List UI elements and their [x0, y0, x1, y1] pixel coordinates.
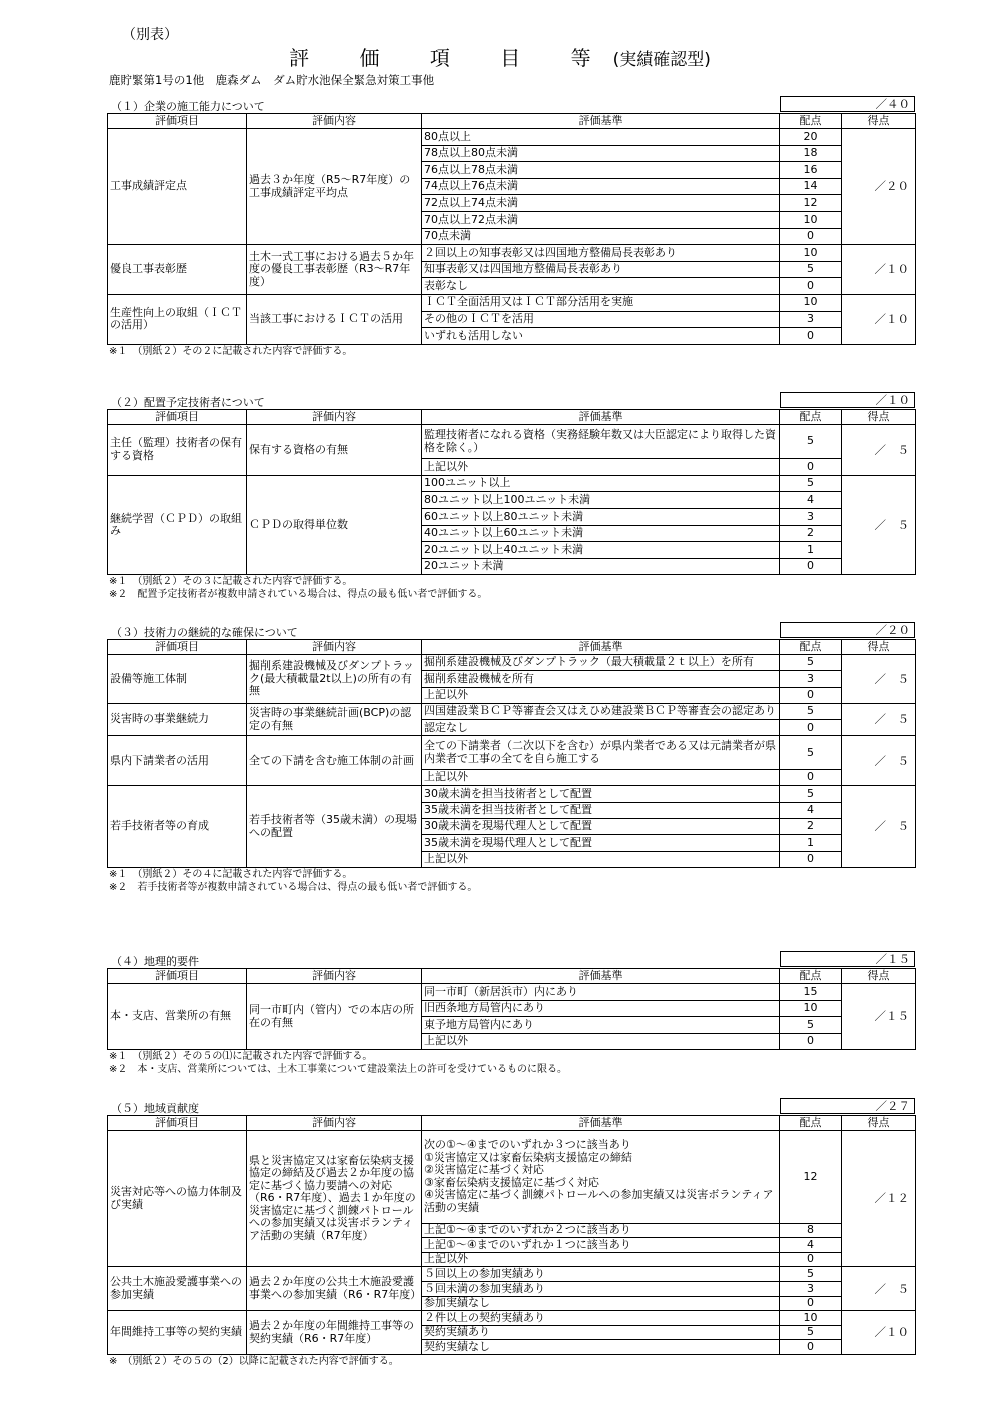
score-cell: ／２０ — [842, 129, 916, 245]
criterion: 70点以上72点未満 — [422, 211, 780, 228]
criterion: 東予地方局管内にあり — [422, 1017, 780, 1034]
project-name: 鹿貯緊第1号の1他 鹿森ダム ダム貯水池保全緊急対策工事他 — [109, 73, 435, 87]
evaluation-table — [107, 1115, 916, 1355]
table-row — [108, 129, 916, 146]
points-value: 4 — [780, 492, 842, 509]
evaluation-table — [107, 968, 916, 1050]
criterion: 76点以上78点未満 — [422, 162, 780, 179]
points-value: 3 — [780, 311, 842, 328]
points-value: 1 — [780, 542, 842, 559]
score-cell: ／１２ — [842, 1131, 916, 1267]
points-value: 5 — [780, 475, 842, 492]
points-value: 5 — [780, 1267, 842, 1282]
criterion: 35歳未満を担当技術者として配置 — [422, 802, 780, 818]
table-row — [108, 984, 916, 1001]
criterion: 74点以上76点未満 — [422, 178, 780, 195]
points-value: 3 — [780, 671, 842, 687]
criterion: 認定なし — [422, 720, 780, 736]
evaluation-table — [107, 113, 916, 345]
score-cell: ／１５ — [842, 984, 916, 1050]
evaluation-content: 過去２か年度の公共土木施設愛護事業への参加実績（R6・R7年度） — [247, 1267, 422, 1311]
col-header-content: 評価内容 — [247, 969, 422, 984]
table-row — [108, 425, 916, 459]
points-value: 3 — [780, 1281, 842, 1296]
criterion: 上記①～④までのいずれか２つに該当あり — [422, 1223, 780, 1238]
points-value: 20 — [780, 129, 842, 146]
col-header-item: 評価項目 — [108, 969, 247, 984]
score-cell: ／ ５ — [842, 703, 916, 736]
points-value: 0 — [780, 720, 842, 736]
footnote: ※２ 本・支店、営業所については、土木工事業について建設業法上の許可を受けているものに限る。 — [109, 1064, 567, 1075]
section-total: ／２０ — [780, 622, 915, 638]
col-header-content: 評価内容 — [247, 410, 422, 425]
table-row — [108, 1131, 916, 1224]
points-value: 5 — [780, 1325, 842, 1340]
criterion: 30歳未満を現場代理人として配置 — [422, 818, 780, 834]
col-header-item: 評価項目 — [108, 1116, 247, 1131]
score-cell: ／ ５ — [842, 786, 916, 867]
col-header-content: 評価内容 — [247, 114, 422, 129]
section-title: （１）企業の施工能力について — [111, 100, 265, 113]
criterion: 上記以外 — [422, 1033, 780, 1050]
section-total: ／１５ — [780, 951, 915, 967]
points-value: 14 — [780, 178, 842, 195]
points-value: 2 — [780, 525, 842, 542]
section-title: （３）技術力の継続的な確保について — [111, 626, 298, 639]
section-header — [107, 622, 915, 639]
points-value: 0 — [780, 1296, 842, 1311]
col-header-score: 得点 — [842, 410, 916, 425]
section-5 — [107, 1098, 915, 1368]
points-value: 0 — [780, 459, 842, 476]
section-title: （２）配置予定技術者について — [111, 396, 265, 409]
score-cell: ／１０ — [842, 245, 916, 295]
points-value: 8 — [780, 1223, 842, 1238]
points-value: 5 — [780, 655, 842, 671]
points-value: 4 — [780, 1238, 842, 1253]
criterion: 次の①～④までのいずれか３つに該当あり ①災害協定又は家畜伝染病支援協定の締結 ②災害協定に基づく対応 ③家畜伝染病支援協定に基づく対応 ④災害協定に基づく訓練パトロールへの参加実績又は災害ボランティア活動の実績 — [422, 1131, 780, 1224]
section-4 — [107, 951, 915, 1076]
score-cell: ／１０ — [842, 1311, 916, 1355]
score-cell: ／ ５ — [842, 655, 916, 704]
criterion: 30歳未満を担当技術者として配置 — [422, 786, 780, 802]
col-header-criteria: 評価基準 — [422, 114, 780, 129]
points-value: 10 — [780, 245, 842, 262]
points-value: 5 — [780, 1017, 842, 1034]
criterion: ５回未満の参加実績あり — [422, 1281, 780, 1296]
points-value: 0 — [780, 851, 842, 867]
criterion: 40ユニット以上60ユニット未満 — [422, 525, 780, 542]
points-value: 12 — [780, 195, 842, 212]
points-value: 0 — [780, 228, 842, 245]
col-header-criteria: 評価基準 — [422, 969, 780, 984]
evaluation-item: 本・支店、営業所の有無 — [108, 984, 247, 1050]
criterion: 上記以外 — [422, 851, 780, 867]
evaluation-item: 若手技術者等の育成 — [108, 786, 247, 867]
evaluation-item: 公共土木施設愛護事業への参加実績 — [108, 1267, 247, 1311]
criterion: ５回以上の参加実績あり — [422, 1267, 780, 1282]
criterion: 20ユニット未満 — [422, 558, 780, 575]
points-value: 5 — [780, 736, 842, 770]
points-value: 15 — [780, 984, 842, 1001]
criterion: 同一市町（新居浜市）内にあり — [422, 984, 780, 1001]
section-title: （４）地理的要件 — [111, 955, 199, 968]
criterion: 上記①～④までのいずれか１つに該当あり — [422, 1238, 780, 1253]
title-main: 評 価 項 目 等 — [289, 46, 613, 70]
criterion: 掘削系建設機械及びダンプトラック（最大積載量２ｔ以上）を所有 — [422, 655, 780, 671]
col-header-item: 評価項目 — [108, 640, 247, 655]
col-header-points: 配点 — [780, 1116, 842, 1131]
evaluation-content: 全ての下請を含む施工体制の計画 — [247, 736, 422, 786]
col-header-criteria: 評価基準 — [422, 410, 780, 425]
criterion: ２回以上の知事表彰又は四国地方整備局長表彰あり — [422, 245, 780, 262]
footnote: ※２ 配置予定技術者が複数申請されている場合は、得点の最も低い者で評価する。 — [109, 589, 488, 601]
criterion: 契約実績なし — [422, 1340, 780, 1355]
criterion: ２件以上の契約実績あり — [422, 1311, 780, 1326]
points-value: 5 — [780, 425, 842, 459]
criterion: 参加実績なし — [422, 1296, 780, 1311]
criterion: 表彰なし — [422, 278, 780, 295]
points-value: 12 — [780, 1131, 842, 1224]
evaluation-item: 工事成績評定点 — [108, 129, 247, 245]
criterion: 72点以上74点未満 — [422, 195, 780, 212]
points-value: 18 — [780, 145, 842, 162]
col-header-points: 配点 — [780, 969, 842, 984]
evaluation-item: 設備等施工体制 — [108, 655, 247, 704]
col-header-content: 評価内容 — [247, 640, 422, 655]
evaluation-item: 県内下請業者の活用 — [108, 736, 247, 786]
score-cell: ／ ５ — [842, 736, 916, 786]
header-row — [108, 410, 916, 425]
evaluation-content: 災害時の事業継続計画(BCP)の認定の有無 — [247, 703, 422, 736]
criterion: 78点以上80点未満 — [422, 145, 780, 162]
header-row — [108, 640, 916, 655]
footnote: ※２ 若手技術者等が複数申請されている場合は、得点の最も低い者で評価する。 — [109, 881, 478, 893]
section-header — [107, 392, 915, 409]
col-header-criteria: 評価基準 — [422, 1116, 780, 1131]
evaluation-content: 当該工事におけるＩＣＴの活用 — [247, 294, 422, 344]
evaluation-item: 生産性向上の取組（ＩＣＴの活用） — [108, 294, 247, 344]
criterion: 60ユニット以上80ユニット未満 — [422, 508, 780, 525]
criterion: 四国建設業ＢＣＰ等審査会又はえひめ建設業ＢＣＰ等審査会の認定あり — [422, 703, 780, 719]
page-title — [0, 42, 1000, 71]
table-row — [108, 1311, 916, 1326]
evaluation-item: 継続学習（ＣＰＤ）の取組み — [108, 475, 247, 575]
table-row — [108, 703, 916, 719]
criterion: 契約実績あり — [422, 1325, 780, 1340]
header-row — [108, 1116, 916, 1131]
col-header-score: 得点 — [842, 640, 916, 655]
points-value: 0 — [780, 328, 842, 345]
criterion: 80ユニット以上100ユニット未満 — [422, 492, 780, 509]
evaluation-item: 優良工事表彰歴 — [108, 245, 247, 295]
points-value: 10 — [780, 1311, 842, 1326]
evaluation-table — [107, 639, 916, 868]
criterion: 知事表彰又は四国地方整備局長表彰あり — [422, 261, 780, 278]
footnote: ※１ （別紙２）その５の⑴に記載された内容で評価する。 — [109, 1051, 373, 1062]
table-row — [108, 786, 916, 802]
points-value: 0 — [780, 1340, 842, 1355]
section-total: ／４０ — [780, 96, 915, 112]
points-value: 10 — [780, 211, 842, 228]
col-header-score: 得点 — [842, 114, 916, 129]
points-value: 1 — [780, 835, 842, 851]
score-cell: ／ ５ — [842, 475, 916, 575]
evaluation-content: 土木一式工事における過去５か年度の優良工事表彰歴（R3～R7年度） — [247, 245, 422, 295]
section-2 — [107, 392, 915, 601]
evaluation-table — [107, 409, 916, 575]
criterion: 上記以外 — [422, 770, 780, 786]
criterion: 70点未満 — [422, 228, 780, 245]
evaluation-item: 災害対応等への協力体制及び実績 — [108, 1131, 247, 1267]
table-row — [108, 294, 916, 311]
criterion: 全ての下請業者（二次以下を含む）が県内業者である又は元請業者が県内業者で工事の全てを自ら施工する — [422, 736, 780, 770]
section-total: ／２７ — [780, 1098, 915, 1114]
points-value: 0 — [780, 1033, 842, 1050]
score-cell: ／ ５ — [842, 1267, 916, 1311]
header-row — [108, 114, 916, 129]
points-value: 0 — [780, 558, 842, 575]
col-header-item: 評価項目 — [108, 114, 247, 129]
evaluation-item: 災害時の事業継続力 — [108, 703, 247, 736]
table-row — [108, 1267, 916, 1282]
points-value: 16 — [780, 162, 842, 179]
points-value: 0 — [780, 278, 842, 295]
col-header-criteria: 評価基準 — [422, 640, 780, 655]
evaluation-content: 県と災害協定又は家畜伝染病支援協定の締結及び過去２か年度の協定に基づく協力要請への対応（R6・R7年度）、過去１か年度の災害協定に基づく訓練パトロールへの参加実績又は災害ボランティア活動の実績（R7年度） — [247, 1131, 422, 1267]
evaluation-item: 年間維持工事等の契約実績 — [108, 1311, 247, 1355]
criterion: 35歳未満を現場代理人として配置 — [422, 835, 780, 851]
title-sub: (実績確認型) — [612, 50, 711, 70]
points-value: 0 — [780, 687, 842, 703]
criterion: 上記以外 — [422, 1252, 780, 1267]
score-cell: ／ ５ — [842, 425, 916, 476]
criterion: その他のＩＣＴを活用 — [422, 311, 780, 328]
points-value: 2 — [780, 818, 842, 834]
section-header — [107, 951, 915, 968]
evaluation-content: 保有する資格の有無 — [247, 425, 422, 476]
evaluation-content: 同一市町内（管内）での本店の所在の有無 — [247, 984, 422, 1050]
criterion: 80点以上 — [422, 129, 780, 146]
col-header-points: 配点 — [780, 114, 842, 129]
points-value: 10 — [780, 1000, 842, 1017]
footnote: ※１ （別紙２）その４に記載された内容で評価する。 — [109, 868, 353, 880]
criterion: いずれも活用しない — [422, 328, 780, 345]
col-header-content: 評価内容 — [247, 1116, 422, 1131]
header-row — [108, 969, 916, 984]
points-value: 0 — [780, 770, 842, 786]
table-row — [108, 475, 916, 492]
score-cell: ／１０ — [842, 294, 916, 344]
points-value: 3 — [780, 508, 842, 525]
points-value: 5 — [780, 261, 842, 278]
section-total: ／１０ — [780, 392, 915, 408]
appendix-label: （別表） — [122, 27, 178, 43]
criterion: 監理技術者になれる資格（実務経験年数又は大臣認定により取得した資格を除く。） — [422, 425, 780, 459]
points-value: 5 — [780, 786, 842, 802]
section-header — [107, 1098, 915, 1115]
points-value: 4 — [780, 802, 842, 818]
table-row — [108, 655, 916, 671]
criterion: 20ユニット以上40ユニット未満 — [422, 542, 780, 559]
points-value: 0 — [780, 1252, 842, 1267]
evaluation-content: 過去３か年度（R5～R7年度）の工事成績評定平均点 — [247, 129, 422, 245]
footnote: ※ （別紙２）その５の（2）以降に記載された内容で評価する。 — [109, 1355, 399, 1367]
points-value: 5 — [780, 703, 842, 719]
footnote: ※１ （別紙２）その２に記載された内容で評価する。 — [109, 345, 353, 357]
table-row — [108, 736, 916, 770]
table-row — [108, 245, 916, 262]
section-1 — [107, 96, 915, 358]
evaluation-content: 掘削系建設機械及びダンプトラック(最大積載量2t以上)の所有の有無 — [247, 655, 422, 704]
section-title: （５）地域貢献度 — [111, 1102, 199, 1115]
col-header-points: 配点 — [780, 640, 842, 655]
section-3 — [107, 622, 915, 894]
col-header-points: 配点 — [780, 410, 842, 425]
col-header-item: 評価項目 — [108, 410, 247, 425]
criterion: 100ユニット以上 — [422, 475, 780, 492]
evaluation-content: ＣＰＤの取得単位数 — [247, 475, 422, 575]
col-header-score: 得点 — [842, 1116, 916, 1131]
criterion: ＩＣＴ全面活用又はＩＣＴ部分活用を実施 — [422, 294, 780, 311]
footnote: ※１ （別紙２）その３に記載された内容で評価する。 — [109, 576, 353, 588]
criterion: 上記以外 — [422, 687, 780, 703]
criterion: 上記以外 — [422, 459, 780, 476]
criterion: 旧西条地方局管内にあり — [422, 1000, 780, 1017]
evaluation-content: 若手技術者等（35歳未満）の現場への配置 — [247, 786, 422, 867]
section-header — [107, 96, 915, 113]
evaluation-content: 過去２か年度の年間維持工事等の契約実績（R6・R7年度） — [247, 1311, 422, 1355]
evaluation-item: 主任（監理）技術者の保有する資格 — [108, 425, 247, 476]
points-value: 10 — [780, 294, 842, 311]
col-header-score: 得点 — [842, 969, 916, 984]
criterion: 掘削系建設機械を所有 — [422, 671, 780, 687]
